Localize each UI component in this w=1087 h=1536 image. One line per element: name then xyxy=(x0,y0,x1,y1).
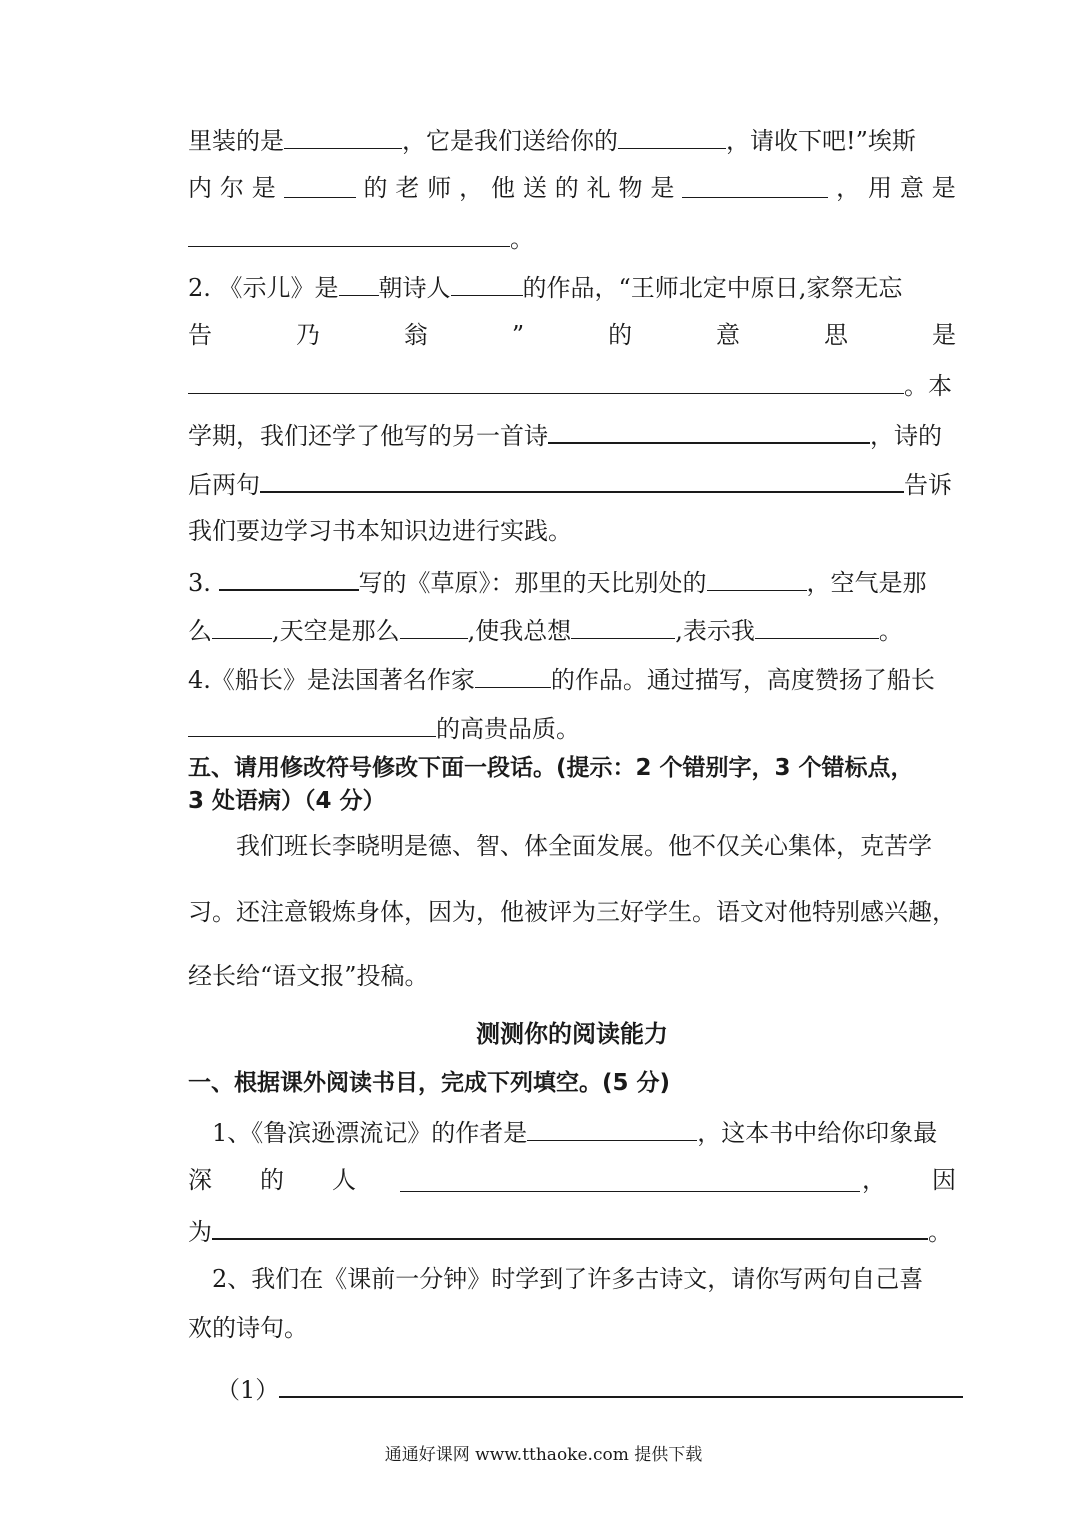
blank xyxy=(755,612,879,639)
blank xyxy=(188,220,510,247)
q2-line-3: 。本 xyxy=(188,367,956,401)
section-5-paragraph-1: 我们班长李晓明是德、智、体全面发展。他不仅关心集体，克苦学 xyxy=(236,832,932,860)
q3-line-2: 么 ,天空是那么 ,使我总想 ,表示我 。 xyxy=(188,612,956,646)
reading-q1-line-1: 1、《鲁滨逊漂流记》的作者是 ，这本书中给你印象最 xyxy=(188,1114,956,1148)
reading-q1-line-2: 深 的 人 ， 因 xyxy=(188,1166,956,1194)
blank xyxy=(212,1212,928,1240)
q2-line-4: 学期，我们还学了他写的另一首诗 ，诗的 xyxy=(188,416,956,450)
q4-line-1: 4.《船长》是法国著名作家 的作品。通过描写，高度赞扬了船长 xyxy=(188,661,956,695)
blank xyxy=(475,661,551,688)
section-5-heading-1: 五、请用修改符号修改下面一段话。(提示：2 个错别字，3 个错标点， xyxy=(188,755,914,781)
reading-question-1-heading: 一、根据课外阅读书目，完成下列填空。(5 分) xyxy=(188,1070,671,1096)
blank xyxy=(451,269,523,296)
blank xyxy=(400,1165,860,1192)
blank xyxy=(284,171,356,198)
blank xyxy=(400,612,468,639)
section-5-paragraph-2: 习。还注意锻炼身体，因为，他被评为三好学生。语文对他特别感兴趣， xyxy=(188,898,956,926)
q2-line-6: 我们要边学习书本知识边进行实践。 xyxy=(188,517,572,545)
blank xyxy=(279,1370,963,1398)
blank xyxy=(527,1114,697,1141)
blank xyxy=(339,269,379,296)
q3-line-1: 3. 写的《草原》：那里的天比别处的 ，空气是那 xyxy=(188,563,956,597)
q4-line-2: 的高贵品质。 xyxy=(188,710,956,744)
q-a-line-2: 内 尔 是 的 老 师 ， 他 送 的 礼 物 是 ， 用 意 是 xyxy=(188,171,956,205)
reading-section-title: 测测你的阅读能力 xyxy=(476,1020,668,1048)
q-a-line-3: 。 xyxy=(188,220,956,254)
reading-q2-answer-1: （1） xyxy=(188,1370,956,1404)
reading-q1-line-3: 为 。 xyxy=(188,1212,956,1246)
section-5-heading-2: 3 处语病）（4 分） xyxy=(188,788,386,814)
page-footer: 通通好课网 www.tthaoke.com 提供下载 xyxy=(384,1445,703,1465)
reading-q2-line-1: 2、我们在《课前一分钟》时学到了许多古诗文，请你写两句自己喜 xyxy=(212,1265,924,1293)
blank xyxy=(212,612,272,639)
blank xyxy=(188,710,436,737)
blank xyxy=(707,564,807,591)
blank xyxy=(284,122,402,149)
blank xyxy=(260,465,904,493)
q-a-line-1: 里装的是 ，它是我们送给你的 ，请收下吧!”埃斯 xyxy=(188,122,956,156)
section-5-paragraph-3: 经长给“语文报”投稿。 xyxy=(188,962,429,990)
q2-line-5: 后两句 告诉 xyxy=(188,465,956,499)
blank xyxy=(219,563,359,591)
blank xyxy=(548,416,870,444)
blank xyxy=(618,122,726,149)
reading-q2-line-2: 欢的诗句。 xyxy=(188,1314,308,1342)
blank xyxy=(682,171,828,198)
q2-line-1: 2. 《示儿》是 朝诗人 的作品，“王师北定中原日,家祭无忘 xyxy=(188,269,956,303)
q2-line-2: 告 乃 翁 ” 的 意 思 是 xyxy=(188,321,956,349)
blank xyxy=(188,367,904,394)
blank xyxy=(571,612,675,639)
